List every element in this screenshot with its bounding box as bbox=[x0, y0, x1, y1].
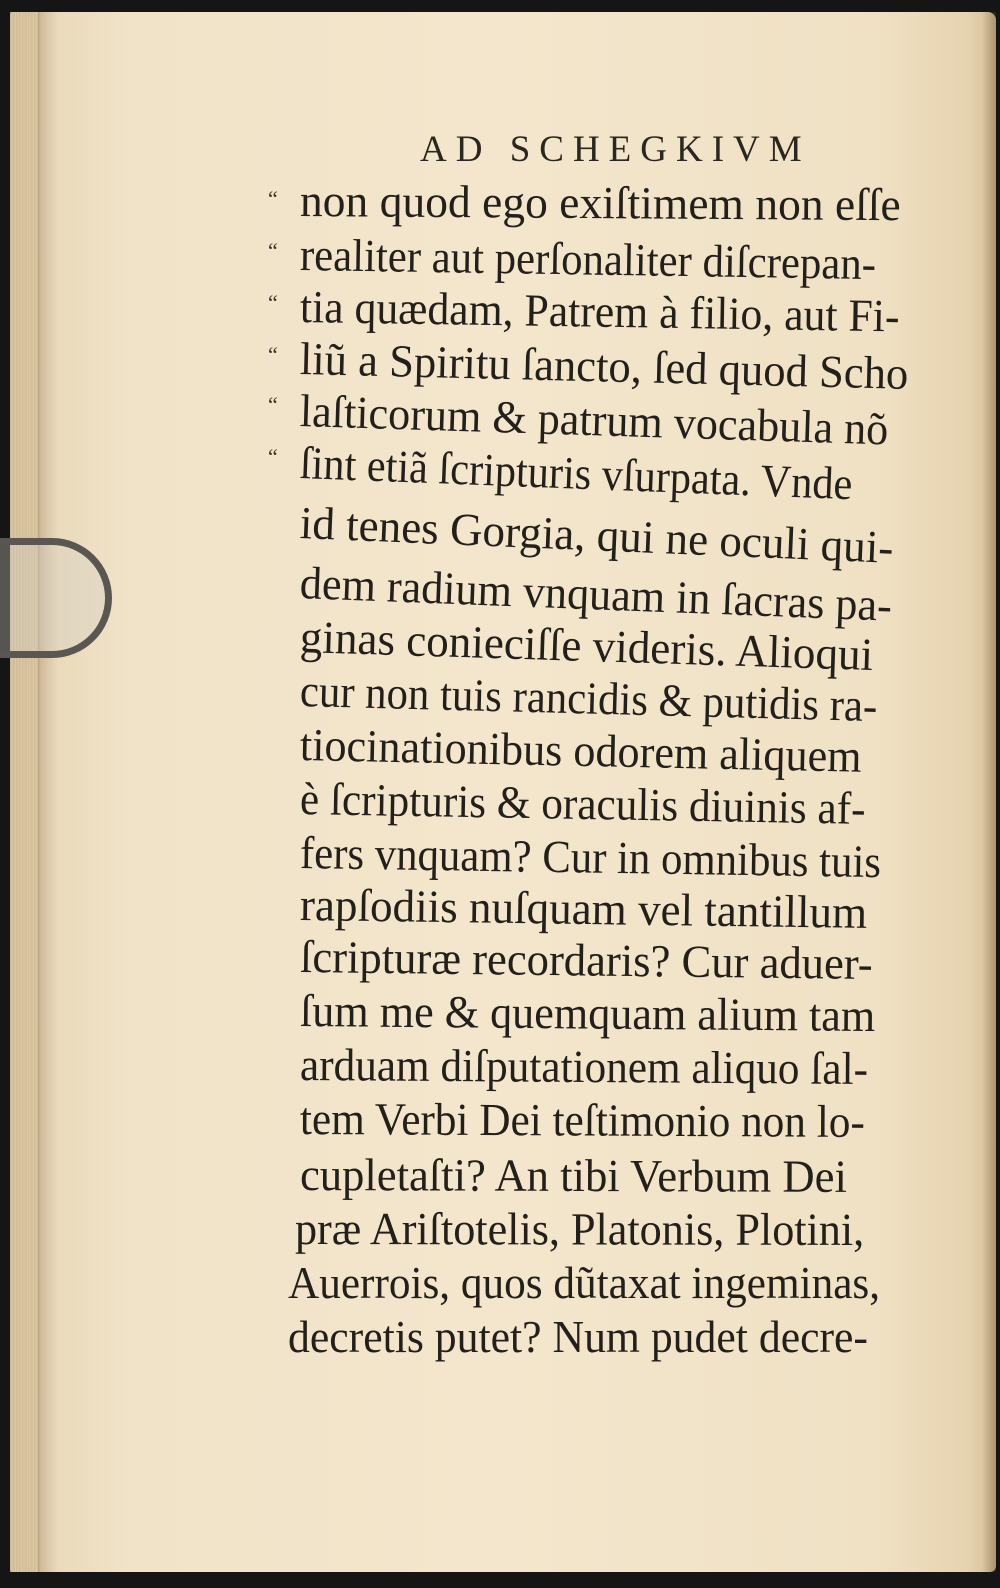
text-line: præ Ariſtotelis, Platonis, Plotini, bbox=[294, 1203, 865, 1255]
quote-mark: “ bbox=[268, 342, 278, 367]
text-line: fers vnquam? Cur in omnibus tuis bbox=[299, 827, 882, 888]
quote-mark: “ bbox=[268, 238, 278, 263]
text-line: cur non tuis rancidis & putidis ra- bbox=[299, 665, 878, 732]
text-line: realiter aut perſonaliter diſcrepan- bbox=[299, 229, 877, 290]
text-line: dem radium vnquam in ſacras pa- bbox=[299, 557, 893, 631]
text-line: liũ a Spiritu ſancto, ſed quod Scho bbox=[299, 333, 909, 399]
spine-shadow bbox=[38, 12, 58, 1572]
text-line: rapſodiis nuſquam vel tantillum bbox=[299, 879, 868, 938]
text-line: è ſcripturis & oraculis diuinis af- bbox=[299, 773, 866, 834]
text-line: decretis putet? Num pudet decre- bbox=[288, 1311, 868, 1362]
text-line: tem Verbi Dei teſtimonio non lo- bbox=[299, 1093, 865, 1147]
quote-mark: “ bbox=[268, 290, 278, 315]
text-line: ſum me & quemquam alium tam bbox=[299, 985, 876, 1042]
text-line: tia quædam, Patrem à filio, aut Fi- bbox=[299, 281, 900, 342]
quote-mark: “ bbox=[268, 392, 278, 417]
text-line: ginas conieciſſe videris. Alioqui bbox=[299, 611, 874, 680]
text-line: cupletaſti? An tibi Verbum Dei bbox=[299, 1149, 848, 1202]
quote-mark: “ bbox=[268, 186, 278, 211]
text-line: laſticorum & patrum vocabula nõ bbox=[299, 385, 890, 455]
text-line: ſcripturæ recordaris? Cur aduer- bbox=[299, 931, 873, 989]
text-line: tiocinationibus odorem aliquem bbox=[299, 719, 863, 782]
page-right-edge bbox=[982, 12, 996, 1572]
text-line: ſint etiã ſcripturis vſurpata. Vnde bbox=[299, 437, 854, 510]
quote-mark: “ bbox=[268, 444, 278, 469]
text-line: arduam diſputationem aliquo ſal- bbox=[299, 1039, 869, 1094]
running-head: AD SCHEGKIVM bbox=[420, 129, 811, 170]
text-line: id tenes Gorgia, qui ne oculi qui- bbox=[298, 497, 895, 573]
text-line: non quod ego exiſtimem non eſſe bbox=[299, 175, 901, 231]
text-line: Auerrois, quos dũtaxat ingeminas, bbox=[288, 1257, 881, 1308]
page-edges bbox=[10, 12, 40, 1572]
